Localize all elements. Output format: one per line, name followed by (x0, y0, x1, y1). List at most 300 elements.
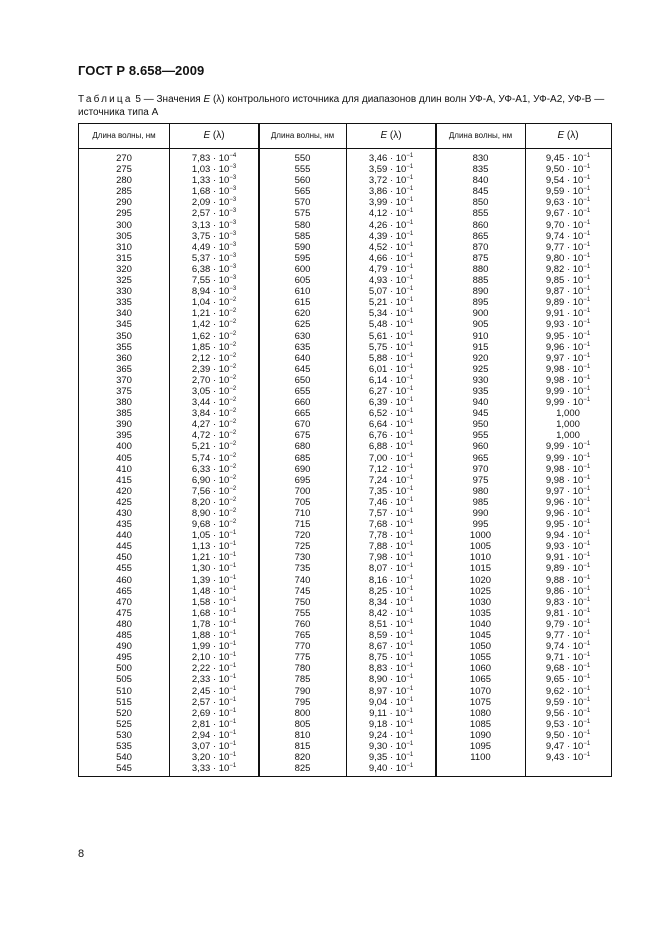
e-lambda-cell (346, 508, 436, 519)
exponent: −1 (583, 286, 591, 293)
e-lambda-cell (346, 353, 436, 364)
mantissa: 9,91 · 10 (545, 308, 584, 320)
e-lambda-cell (525, 608, 611, 619)
e-lambda-cell (525, 475, 611, 486)
mantissa: 3,13 · 10 (191, 219, 230, 231)
e-lambda-cell (169, 719, 259, 730)
mantissa: 2,33 · 10 (191, 674, 230, 686)
wavelength-cell: 960 (472, 441, 489, 453)
e-lambda-cell (525, 697, 611, 708)
exponent: −1 (406, 652, 414, 659)
wavelength-cell: 885 (472, 275, 489, 287)
e-lambda-cell (169, 319, 259, 330)
exponent: −1 (583, 197, 591, 204)
mantissa: 9,89 · 10 (545, 563, 584, 575)
exponent: −1 (229, 585, 237, 592)
mantissa: 4,66 · 10 (368, 252, 407, 264)
wavelength-cell: 1070 (469, 685, 492, 697)
exponent: −1 (406, 164, 414, 171)
mantissa: 9,97 · 10 (545, 352, 584, 364)
e-lambda-cell (346, 608, 436, 619)
wavelength-cell: 880 (472, 263, 489, 275)
wavelength-cell: 730 (294, 552, 311, 564)
mantissa: 6,76 · 10 (368, 430, 407, 442)
e-lambda-cell (525, 353, 611, 364)
wavelength-cell: 565 (294, 186, 311, 198)
e-lambda-cell (346, 730, 436, 741)
mantissa: 9,98 · 10 (545, 463, 584, 475)
mantissa: 9,30 · 10 (368, 740, 407, 752)
exponent: −1 (583, 297, 591, 304)
e-lambda-cell (169, 541, 259, 552)
e-lambda-cell (346, 519, 436, 530)
wavelength-cell: 935 (472, 385, 489, 397)
mantissa: 8,25 · 10 (368, 585, 407, 597)
wavelength-cell: 990 (472, 508, 489, 519)
exponent: −1 (406, 740, 414, 747)
e-lambda-cell (346, 430, 436, 441)
exponent: −1 (406, 252, 414, 259)
exponent: −1 (583, 341, 591, 348)
mantissa: 2,10 · 10 (191, 652, 230, 664)
e-lambda-cell (169, 153, 259, 164)
mantissa: 4,12 · 10 (368, 208, 407, 220)
e-lambda-cell (525, 253, 611, 264)
exponent: −1 (229, 574, 237, 581)
wavelength-cell: 605 (294, 275, 311, 287)
wavelength-cell: 725 (294, 541, 311, 553)
wavelength-cell: 475 (116, 607, 132, 619)
mantissa: 9,50 · 10 (545, 164, 584, 176)
e-lambda-cell (525, 430, 611, 441)
wavelength-cell: 600 (294, 263, 311, 275)
mantissa: 7,78 · 10 (368, 530, 407, 542)
mantissa: 6,90 · 10 (191, 474, 230, 486)
mantissa: 8,97 · 10 (368, 685, 407, 697)
wavelength-cell: 800 (294, 707, 311, 719)
e-lambda-cell (169, 164, 259, 175)
exponent: −2 (229, 430, 237, 437)
header-e-lambda-3: E (λ) (557, 130, 579, 141)
exponent: −1 (406, 752, 414, 759)
mantissa: 9,77 · 10 (545, 630, 584, 642)
exponent: −1 (406, 230, 414, 237)
wavelength-cell: 845 (472, 186, 489, 198)
exponent: −1 (406, 186, 414, 193)
wavelength-cell: 440 (116, 530, 132, 542)
mantissa: 1,21 · 10 (191, 308, 230, 320)
exponent: −2 (229, 385, 237, 392)
mantissa: 1,03 · 10 (191, 164, 230, 176)
wavelength-cell: 910 (472, 330, 489, 342)
mantissa: 9,95 · 10 (545, 519, 584, 531)
e-lambda-cell (525, 364, 611, 375)
mantissa: 1,88 · 10 (191, 630, 230, 642)
e-lambda-cell (346, 486, 436, 497)
mantissa: 2,70 · 10 (191, 374, 230, 386)
e-lambda-cell (346, 208, 436, 219)
e-lambda-cell (169, 364, 259, 375)
e-lambda-cell (169, 264, 259, 275)
e-lambda-cell (525, 464, 611, 475)
wavelength-cell: 1100 (470, 752, 491, 764)
exponent: −1 (229, 752, 237, 759)
e-lambda-cell (169, 674, 259, 685)
exponent: −1 (406, 630, 414, 637)
exponent: −1 (583, 496, 591, 503)
e-lambda-cell (169, 708, 259, 719)
e-lambda-cell (169, 231, 259, 242)
exponent: −1 (406, 641, 414, 648)
e-lambda-cell (169, 197, 259, 208)
mantissa: 9,93 · 10 (545, 319, 584, 331)
e-lambda-cell (346, 153, 436, 164)
e-lambda-cell (169, 563, 259, 574)
header-wavelength-2: Длина волны, нм (270, 131, 335, 140)
mantissa: 9,53 · 10 (545, 718, 584, 730)
wavelength-cell: 775 (294, 652, 311, 664)
mantissa: 1,85 · 10 (191, 341, 230, 353)
mantissa: 9,95 · 10 (545, 330, 584, 342)
caption-number: 5 (135, 94, 141, 105)
wavelength-cell: 850 (472, 197, 489, 209)
mantissa: 4,72 · 10 (191, 430, 230, 442)
e-lambda-cell (525, 586, 611, 597)
e-lambda-cell (525, 530, 611, 541)
exponent: −1 (229, 563, 237, 570)
exponent: −1 (405, 707, 413, 714)
exponent: −1 (583, 164, 591, 171)
e-lambda-cell (169, 508, 259, 519)
wavelength-cell: 415 (116, 474, 132, 486)
mantissa: 6,52 · 10 (368, 408, 407, 420)
wavelength-cell: 495 (116, 652, 132, 664)
mantissa: 9,99 · 10 (545, 397, 584, 409)
e-lambda-cell (169, 342, 259, 353)
exponent: −2 (229, 463, 237, 470)
mantissa: 2,69 · 10 (191, 707, 230, 719)
exponent: −1 (406, 452, 414, 459)
mantissa: 9,85 · 10 (545, 275, 584, 287)
e-lambda-cell (169, 275, 259, 286)
mantissa: 9,50 · 10 (545, 729, 584, 741)
wavelength-cell: 540 (116, 752, 132, 764)
mantissa: 8,83 · 10 (368, 663, 407, 675)
wavelength-cell: 770 (294, 641, 311, 653)
exponent: −1 (406, 530, 414, 537)
wavelength-cell: 335 (116, 297, 132, 309)
wavelength-cell: 280 (116, 175, 132, 187)
e-lambda-cell (346, 619, 436, 630)
e-lambda-cell (169, 242, 259, 253)
mantissa: 9,83 · 10 (545, 596, 584, 608)
mantissa: 8,42 · 10 (368, 607, 407, 619)
exponent: −2 (229, 485, 237, 492)
e-lambda-cell (346, 175, 436, 186)
exponent: −1 (406, 508, 414, 514)
mantissa: 9,88 · 10 (545, 574, 584, 586)
mantissa: 8,59 · 10 (368, 630, 407, 642)
wavelength-cell: 995 (472, 519, 489, 531)
mantissa: 3,07 · 10 (191, 740, 230, 752)
exponent: −1 (583, 463, 591, 470)
wavelength-cell: 530 (116, 729, 132, 741)
e-lambda-cell (169, 552, 259, 563)
exponent: −1 (229, 718, 237, 725)
mantissa: 9,94 · 10 (545, 530, 584, 542)
e-lambda-cell (169, 253, 259, 264)
wavelength-cell: 350 (116, 330, 132, 342)
caption-text: — Значения (140, 94, 204, 105)
e-lambda-cell (525, 375, 611, 386)
exponent: −2 (229, 452, 237, 459)
mantissa: 9,99 · 10 (545, 385, 584, 397)
wavelength-cell: 985 (472, 496, 489, 508)
e-lambda-cell (525, 208, 611, 219)
mantissa: 5,21 · 10 (368, 297, 407, 309)
exponent: −1 (406, 319, 414, 326)
e-lambda-cell (525, 575, 611, 586)
e-lambda-cell (346, 708, 436, 719)
wavelength-cell: 450 (116, 552, 132, 564)
mantissa: 7,35 · 10 (368, 485, 407, 497)
e-lambda-cell (346, 408, 436, 419)
e-lambda-cell (169, 608, 259, 619)
e-lambda-cell (346, 441, 436, 452)
wavelength-cell: 305 (116, 230, 132, 242)
mantissa: 2,39 · 10 (191, 363, 230, 375)
exponent: −1 (229, 530, 237, 537)
wavelength-cell: 465 (116, 585, 132, 597)
mantissa: 9,98 · 10 (545, 474, 584, 486)
mantissa: 9,97 · 10 (545, 485, 584, 497)
mantissa: 5,61 · 10 (368, 330, 407, 342)
mantissa: 7,68 · 10 (368, 519, 407, 531)
wavelength-cell: 590 (294, 241, 311, 253)
wavelength-cell: 680 (294, 441, 311, 453)
mantissa: 1,04 · 10 (191, 297, 230, 309)
wavelength-cell: 940 (472, 397, 489, 409)
mantissa: 8,75 · 10 (368, 652, 407, 664)
exponent: −1 (406, 718, 414, 725)
mantissa: 8,16 · 10 (368, 574, 407, 586)
exponent: −1 (583, 552, 591, 559)
mantissa: 9,79 · 10 (545, 618, 584, 630)
e-lambda-cell (169, 430, 259, 441)
mantissa: 9,35 · 10 (368, 752, 407, 764)
e-lambda-cell (525, 264, 611, 275)
exponent: −1 (583, 230, 591, 237)
exponent: −1 (583, 630, 591, 637)
wavelength-cell: 890 (472, 286, 489, 298)
wavelength-cell: 315 (116, 252, 132, 264)
mantissa: 4,49 · 10 (191, 241, 230, 253)
e-lambda-cell (169, 619, 259, 630)
e-lambda-cell (525, 386, 611, 397)
mantissa: 9,71 · 10 (545, 652, 584, 664)
exponent: −1 (583, 718, 591, 725)
wavelength-cell: 810 (294, 729, 311, 741)
exponent: −1 (583, 652, 591, 659)
wavelength-cell: 1010 (469, 552, 492, 564)
mantissa: 1,30 · 10 (191, 563, 230, 575)
exponent: −1 (583, 541, 591, 548)
wavelength-cell: 585 (294, 230, 311, 242)
wavelength-cell: 980 (472, 485, 489, 497)
exponent: −1 (583, 452, 591, 459)
wavelength-cell: 360 (116, 352, 132, 364)
exponent: −1 (406, 674, 414, 681)
mantissa: 9,47 · 10 (545, 740, 584, 752)
mantissa: 6,38 · 10 (191, 263, 230, 275)
exponent: −2 (229, 397, 237, 404)
mantissa: 5,75 · 10 (368, 341, 407, 353)
wavelength-cell: 1055 (469, 652, 492, 664)
exponent: −3 (229, 186, 237, 193)
mantissa: 4,39 · 10 (368, 230, 407, 242)
exponent: −2 (229, 408, 237, 415)
wavelength-cell: 945 (472, 408, 489, 420)
mantissa: 9,87 · 10 (545, 286, 584, 298)
e-lambda-cell (169, 730, 259, 741)
exponent: −1 (406, 430, 414, 437)
wavelength-cell: 1045 (469, 630, 492, 642)
exponent: −1 (406, 408, 414, 415)
wavelength-cell: 875 (472, 252, 489, 264)
mantissa: 9,96 · 10 (545, 508, 584, 519)
mantissa: 4,79 · 10 (368, 263, 407, 275)
e-lambda-cell (169, 575, 259, 586)
e-lambda-cell (346, 419, 436, 430)
mantissa: 3,84 · 10 (191, 408, 230, 420)
wavelength-cell: 675 (294, 430, 311, 442)
wavelength-cell: 765 (294, 630, 311, 642)
e-lambda-cell (346, 530, 436, 541)
wavelength-cell: 635 (294, 341, 311, 353)
wavelength-cell: 290 (116, 197, 132, 209)
exponent: −3 (229, 164, 237, 171)
exponent: −1 (583, 596, 591, 603)
wavelength-cell: 690 (294, 463, 311, 475)
wavelength-cell: 700 (294, 485, 311, 497)
exponent: −2 (229, 308, 237, 315)
header-e-lambda-2: E (λ) (380, 130, 402, 141)
mantissa: 5,74 · 10 (191, 452, 230, 464)
caption-symbol-arg: (λ) (210, 94, 225, 105)
spectral-values-table (78, 123, 612, 777)
wavelength-cell: 270 (116, 153, 132, 164)
e-lambda-cell (525, 331, 611, 342)
mantissa: 9,91 · 10 (545, 552, 584, 564)
mantissa: 8,07 · 10 (368, 563, 407, 575)
exponent: −2 (229, 297, 237, 304)
wavelength-cell: 950 (472, 419, 489, 431)
mantissa: 6,01 · 10 (368, 363, 407, 375)
wavelength-cell: 620 (294, 308, 311, 320)
e-lambda-cell (525, 486, 611, 497)
exponent: −1 (406, 563, 414, 570)
e-lambda-cell (169, 186, 259, 197)
mantissa: 1,000 (556, 430, 580, 442)
e-lambda-cell (525, 719, 611, 730)
mantissa: 5,88 · 10 (368, 352, 407, 364)
exponent: −1 (406, 397, 414, 404)
mantissa: 9,45 · 10 (545, 153, 584, 164)
wavelength-cell: 480 (116, 618, 132, 630)
e-lambda-cell (346, 308, 436, 319)
wavelength-cell: 550 (294, 153, 311, 164)
e-lambda-cell (169, 686, 259, 697)
e-lambda-cell (169, 441, 259, 452)
wavelength-cell: 395 (116, 430, 132, 442)
exponent: −1 (583, 153, 591, 159)
wavelength-cell: 955 (472, 430, 489, 442)
wavelength-cell: 595 (294, 252, 311, 264)
exponent: −1 (406, 474, 414, 481)
header-wavelength-1: Длина волны, нм (92, 131, 156, 140)
exponent: −1 (229, 696, 237, 703)
e-lambda-cell (525, 231, 611, 242)
caption-symbol: E (203, 94, 211, 105)
page-number: 8 (78, 848, 85, 860)
exponent: −1 (583, 574, 591, 581)
wavelength-cell: 1095 (469, 740, 492, 752)
wavelength-cell: 1005 (469, 541, 492, 553)
exponent: −3 (229, 197, 237, 204)
e-lambda-cell (525, 153, 611, 164)
e-lambda-cell (169, 497, 259, 508)
exponent: −2 (229, 319, 237, 326)
e-lambda-cell (525, 619, 611, 630)
e-lambda-cell (346, 752, 436, 763)
exponent: −1 (229, 618, 237, 625)
mantissa: 7,12 · 10 (368, 463, 407, 475)
e-lambda-cell (525, 308, 611, 319)
e-lambda-cell (346, 286, 436, 297)
exponent: −1 (229, 630, 237, 637)
wavelength-cell: 385 (116, 408, 132, 420)
mantissa: 3,59 · 10 (368, 164, 407, 176)
wavelength-cell: 520 (116, 707, 132, 719)
wavelength-cell: 460 (116, 574, 132, 586)
mantissa: 9,93 · 10 (545, 541, 584, 553)
wavelength-cell: 470 (116, 596, 132, 608)
mantissa: 5,48 · 10 (368, 319, 407, 331)
mantissa: 9,62 · 10 (545, 685, 584, 697)
wavelength-cell: 390 (116, 419, 132, 431)
e-lambda-cell (169, 697, 259, 708)
e-lambda-cell (346, 630, 436, 641)
e-lambda-cell (525, 441, 611, 452)
wavelength-cell: 1030 (469, 596, 492, 608)
mantissa: 3,33 · 10 (191, 763, 230, 775)
wavelength-cell: 295 (116, 208, 132, 220)
mantissa: 3,44 · 10 (191, 397, 230, 409)
mantissa: 9,68 · 10 (191, 519, 230, 531)
exponent: −1 (406, 696, 414, 703)
mantissa: 1,13 · 10 (191, 541, 230, 553)
e-lambda-cell (169, 475, 259, 486)
wavelength-cell: 420 (116, 485, 132, 497)
mantissa: 7,55 · 10 (191, 275, 230, 287)
wavelength-cell: 515 (116, 696, 132, 708)
exponent: −1 (406, 241, 414, 248)
exponent: −2 (229, 441, 237, 448)
wavelength-cell: 825 (294, 763, 311, 775)
e-lambda-cell (169, 386, 259, 397)
exponent: −1 (406, 496, 414, 503)
wavelength-cell: 300 (116, 219, 132, 231)
